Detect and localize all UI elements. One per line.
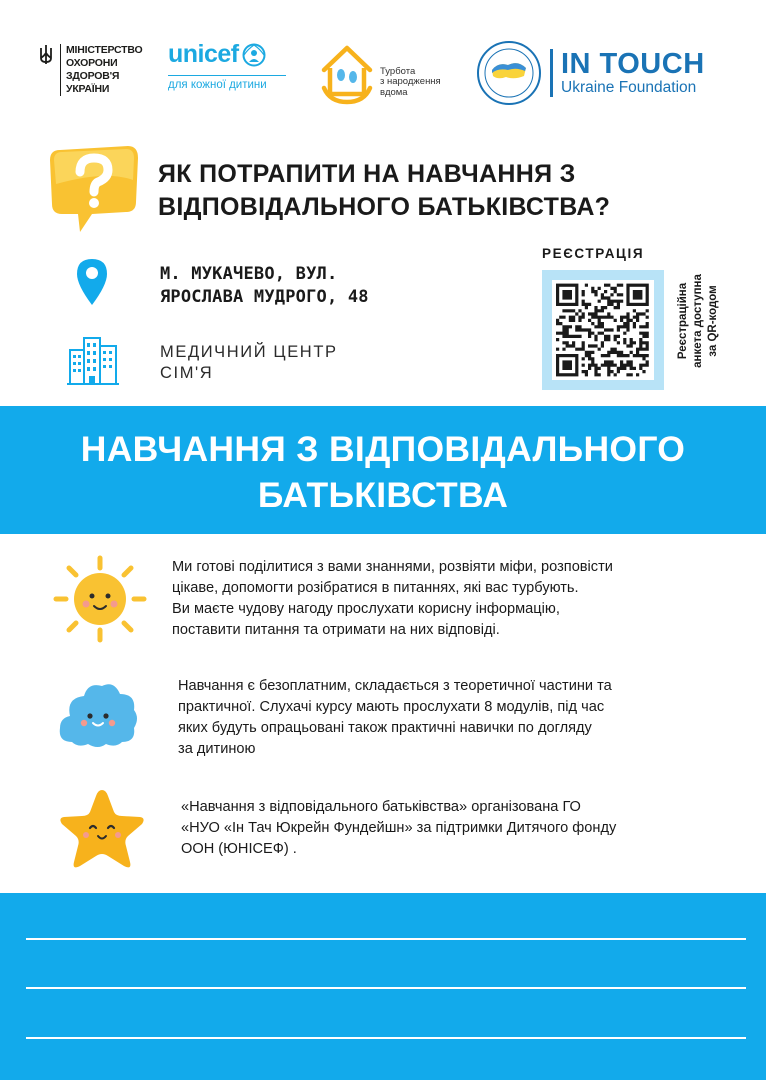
p2-line-4: за дитиною bbox=[178, 741, 256, 757]
turbota-line-1: Турбота bbox=[380, 65, 416, 77]
banner-title-line-1: НАВЧАННЯ З ВІДПОВІДАЛЬНОГО bbox=[80, 429, 686, 469]
registration-qr-frame[interactable] bbox=[542, 270, 664, 390]
intouch-logo bbox=[476, 40, 705, 106]
intouch-title: IN TOUCH bbox=[561, 48, 705, 80]
medical-center-name bbox=[160, 342, 338, 384]
star-icon bbox=[56, 786, 148, 872]
unicef-tagline: для кожної дитини bbox=[168, 75, 286, 91]
center-line-2: СІМ'Я bbox=[160, 364, 214, 382]
address-line-1: М. МУКАЧЕВО, ВУЛ. bbox=[160, 264, 338, 284]
registration-qr-code[interactable] bbox=[552, 280, 654, 380]
side-line-2: анкета доступна bbox=[692, 274, 704, 368]
address-line-2: ЯРОСЛАВА МУДРОГО, 48 bbox=[160, 287, 369, 307]
p2-line-2: практичної. Слухачі курсу мають прослухати 8 модулів, під час bbox=[178, 699, 605, 715]
ministry-line-3: ЗДОРОВ'Я bbox=[66, 70, 120, 82]
event-address bbox=[160, 263, 369, 309]
p1-line-1: Ми готові поділитися з вами знаннями, розвіяти міфи, розповісти bbox=[172, 559, 613, 575]
turbota-line-3: вдома bbox=[380, 86, 408, 98]
trident-icon bbox=[38, 44, 54, 66]
intro-paragraph bbox=[172, 557, 728, 641]
title-banner bbox=[0, 406, 766, 534]
ministry-line-1: МІНІСТЕРСТВО bbox=[66, 44, 143, 56]
p3-line-2: «НУО «Ін Тач Юкрейн Фундейшн» за підтримки Дитячого фонду bbox=[181, 820, 617, 836]
headline-line-2: ВІДПОВІДАЛЬНОГО БАТЬКІВСТВА? bbox=[158, 193, 611, 221]
headline-line-1: ЯК ПОТРАПИТИ НА НАВЧАННЯ З bbox=[158, 160, 576, 188]
house-feet-icon bbox=[318, 42, 376, 106]
turbota-line-2: з народження bbox=[380, 76, 441, 87]
p3-line-3: ООН (ЮНІСЕФ) . bbox=[181, 841, 297, 857]
intouch-subtitle: Ukraine Foundation bbox=[561, 79, 697, 96]
building-icon bbox=[66, 334, 120, 386]
footer-line bbox=[26, 1037, 746, 1039]
p2-line-3: яких будуть опрацьовані також практичні навички по догляду bbox=[178, 720, 592, 736]
footer-line bbox=[26, 938, 746, 940]
registration-label: РЕЄСТРАЦІЯ bbox=[542, 246, 645, 261]
unicef-wordmark: unicef bbox=[168, 40, 239, 68]
p1-line-3: Ви маєте чудову нагоду прослухати корисну інформацію, bbox=[172, 601, 560, 617]
p1-line-2: цікаве, допомогти розібратися в питаннях, які вас турбують. bbox=[172, 580, 579, 596]
ministry-line-2: ОХОРОНИ bbox=[66, 57, 118, 69]
p1-line-4: поставити питання та отримати на них відповіді. bbox=[172, 622, 500, 638]
p3-line-1: «Навчання з відповідального батьківства» організована ГО bbox=[181, 799, 581, 815]
footer-notes-area bbox=[0, 893, 766, 1080]
globe-icon bbox=[242, 43, 266, 67]
unicef-logo bbox=[168, 40, 286, 91]
p2-line-1: Навчання є безоплатним, складається з теоретичної частини та bbox=[178, 678, 612, 694]
sun-icon bbox=[50, 554, 150, 644]
cloud-icon bbox=[56, 676, 140, 750]
side-line-1: Реєстраційна bbox=[677, 282, 689, 360]
partner-logos bbox=[0, 0, 766, 140]
question-bubble-icon bbox=[46, 140, 140, 236]
registration-side-note bbox=[676, 269, 721, 373]
organizer-paragraph bbox=[181, 797, 721, 860]
side-line-3: за QR-кодом bbox=[707, 285, 719, 357]
ministry-line-4: УКРАЇНИ bbox=[66, 83, 110, 95]
intouch-divider bbox=[550, 49, 553, 97]
banner-title-line-2: БАТЬКІВСТВА bbox=[257, 475, 509, 515]
location-pin-icon bbox=[76, 258, 108, 306]
page-headline bbox=[158, 158, 738, 224]
footer-line bbox=[26, 987, 746, 989]
ministry-of-health-logo bbox=[38, 44, 142, 96]
center-line-1: МЕДИЧНИЙ ЦЕНТР bbox=[160, 343, 338, 361]
intouch-seal-icon bbox=[476, 40, 542, 106]
course-details-paragraph bbox=[178, 676, 728, 760]
turbota-logo bbox=[318, 42, 441, 106]
